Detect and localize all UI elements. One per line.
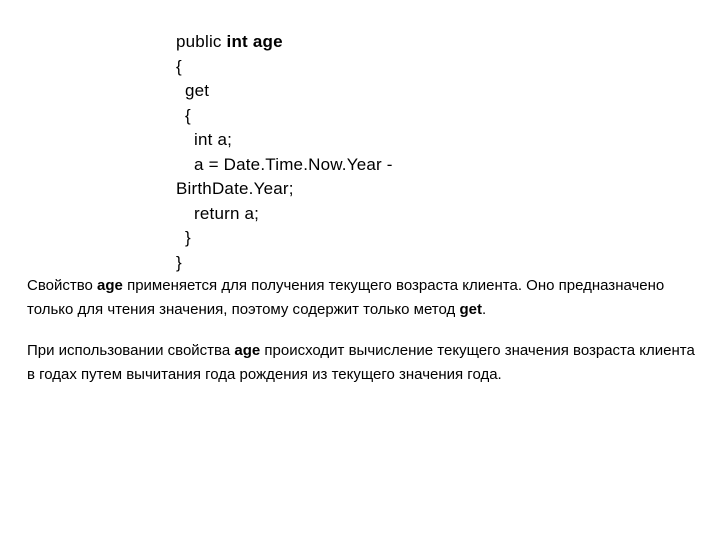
code-property-signature: int age [226,32,283,51]
code-line-close-brace: } [176,252,182,272]
paragraph2-keyword-age: age [234,342,261,359]
code-line-get: get [185,81,210,100]
code-line-get-close-brace: } [185,228,191,247]
paragraph1-text-middle: применяется для получения текущего возраста клиента. Оно предназначено только для чтения значения, поэтому содержит только метод [27,277,665,318]
code-modifier: public [176,32,227,51]
paragraph1-text-start: Свойство [27,277,98,294]
code-line-open-brace: { [176,56,182,76]
description-paragraph-1 [27,274,697,322]
paragraph2-text-end: происходит вычисление текущего значения возраста клиента в годах путем вычитания года рождения из текущего значения года. [27,342,695,383]
code-line-return: return a; [194,203,260,223]
paragraph2-text-start: При использовании свойства [27,342,235,359]
code-line-get-open-brace: { [185,105,191,125]
paragraph1-keyword-get: get [459,301,482,318]
code-line-assignment: a = Date.Time.Now.Year - [194,154,393,174]
code-line-variable: int a; [194,130,233,149]
code-line-assignment-continued: BirthDate.Year; [176,179,294,198]
code-line-declaration [176,30,436,55]
paragraph1-keyword-age: age [97,277,123,294]
paragraph1-text-end: . [481,301,487,318]
description-paragraph-2 [27,339,697,387]
code-snippet [176,30,436,275]
